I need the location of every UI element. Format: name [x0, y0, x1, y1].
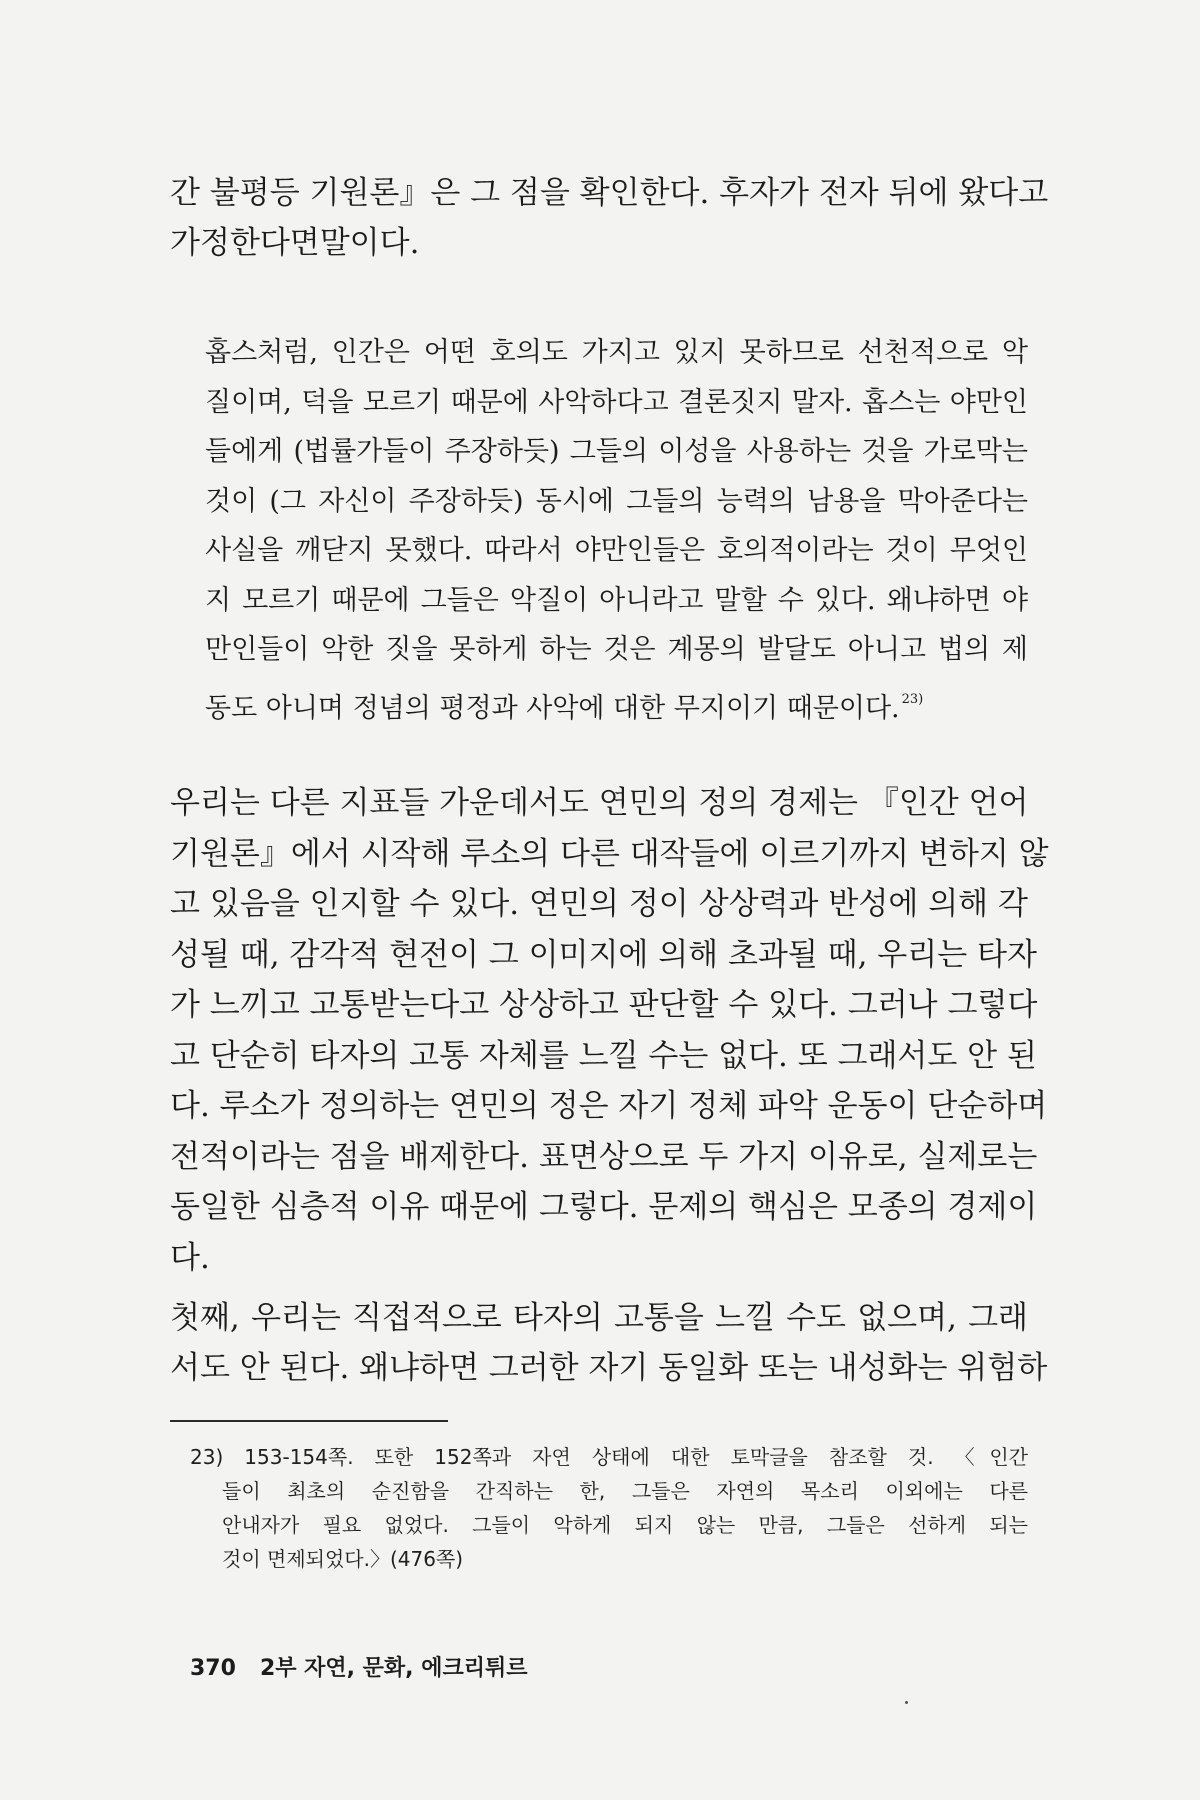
page-footer: [190, 1651, 527, 1682]
quote-line: 들에게 (법률가들이 주장하듯) 그들의 이성을 사용하는 것을 가로막는: [205, 436, 1028, 467]
text-line: 전적이라는 점을 배제한다. 표면상으로 두 가지 이유로, 실제로는: [170, 1138, 1038, 1175]
footnote-line: 들이 최초의 순진함을 간직하는 한, 그들은 자연의 목소리 이외에는 다른: [222, 1479, 1028, 1503]
quote-line-text: 동도 아니며 정념의 평정과 사악에 대한 무지이기 때문이다.: [205, 692, 900, 724]
footnote-divider: [170, 1420, 448, 1422]
text-line: 다.: [170, 1239, 210, 1276]
text-line: 다. 루소가 정의하는 연민의 정은 자기 정체 파악 운동이 단순하며: [170, 1088, 1048, 1124]
page-number: 370: [190, 1656, 236, 1681]
paragraph-top: [170, 168, 1049, 268]
text-line: 우리는 다른 지표들 가운데서도 연민의 정의 경제는 『인간 언어: [170, 785, 1029, 821]
text-line: 동일한 심층적 이유 때문에 그렇다. 문제의 핵심은 모종의 경제이: [170, 1189, 1038, 1225]
text-line: 고 단순히 타자의 고통 자체를 느낄 수는 없다. 또 그래서도 안 된: [170, 1037, 1037, 1074]
paragraph-second: [170, 1293, 1048, 1393]
text-line: 기원론』에서 시작해 루소의 다른 대작들에 이르기까지 변하지 않: [170, 835, 1049, 872]
text-line: 간 불평등 기원론』은 그 점을 확인한다. 후자가 전자 뒤에 왔다고: [170, 175, 1049, 211]
footnote-line: 안내자가 필요 없었다. 그들이 악하게 되지 않는 만큼, 그들은 선하게 되는: [222, 1513, 1028, 1537]
quote-line: 사실을 깨닫지 못했다. 따라서 야만인들은 호의적이라는 것이 무엇인: [205, 535, 1028, 566]
footnote: [190, 1440, 1028, 1576]
text-line: 첫째, 우리는 직접적으로 타자의 고통을 느낄 수도 없으며, 그래: [170, 1300, 1028, 1336]
quote-line: 것이 (그 자신이 주장하듯) 동시에 그들의 능력의 남용을 막아준다는: [205, 485, 1028, 517]
quote-line: 지 모르기 때문에 그들은 악질이 아니라고 말할 수 있다. 왜냐하면 야: [205, 584, 1028, 616]
text-line: 서도 안 된다. 왜냐하면 그러한 자기 동일화 또는 내성화는 위험하: [170, 1350, 1048, 1386]
quote-line: 홉스처럼, 인간은 어떤 호의도 가지고 있지 못하므로 선천적으로 악: [205, 337, 1028, 368]
text-line: 고 있음을 인지할 수 있다. 연민의 정이 상상력과 반성에 의해 각: [170, 886, 1028, 922]
footnote-line: 23) 153-154쪽. 또한 152쪽과 자연 상태에 대한 토막글을 참조할 것. 〈인간: [190, 1445, 1028, 1469]
block-quote: [205, 328, 1028, 733]
text-line: 가 느끼고 고통받는다고 상상하고 판단할 수 있다. 그러나 그렇다: [170, 987, 1038, 1023]
running-title: 2부 자연, 문화, 에크리튀르: [259, 1656, 528, 1681]
footnote-line: 것이 면제되었다.〉(476쪽): [222, 1547, 464, 1571]
text-line: 성될 때, 감각적 현전이 그 이미지에 의해 초과될 때, 우리는 타자: [170, 936, 1037, 973]
quote-line: 질이며, 덕을 모르기 때문에 사악하다고 결론짓지 말자. 홉스는 야만인: [205, 386, 1028, 418]
text-line: 가정한다면말이다.: [170, 225, 420, 261]
footnote-reference[interactable]: 23): [901, 691, 924, 707]
quote-line: 만인들이 악한 짓을 못하게 하는 것은 계몽의 발달도 아니고 법의 제: [205, 634, 1028, 665]
scan-speck: [905, 1701, 908, 1704]
paragraph-main: [170, 778, 1049, 1283]
quote-line-last: [205, 675, 1028, 734]
